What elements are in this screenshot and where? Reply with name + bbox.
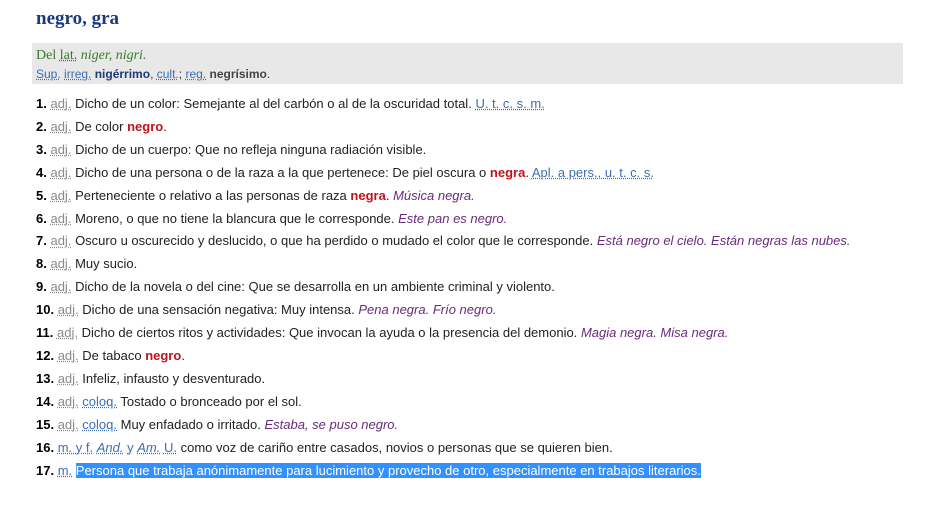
abbr-sup[interactable]: Sup. [36, 67, 61, 81]
definition-item: 2. adj. De color negro. [36, 118, 167, 134]
etymology-line [36, 47, 899, 66]
abbr-adj[interactable]: adj. [50, 233, 72, 249]
definition-item: 5. adj. Perteneciente o relativo a las personas de raza negra. Música negra. [36, 187, 475, 203]
definition-text: Dicho de una sensación negativa: Muy intensa. [82, 302, 355, 318]
abbr-coloq[interactable]: coloq. [82, 416, 117, 432]
abbr-adj[interactable]: adj. [57, 302, 79, 318]
abbr-irreg[interactable]: irreg. [64, 67, 92, 81]
etymology-latin: niger, nigri. [80, 48, 147, 63]
definition-text: De tabaco [82, 347, 142, 363]
definition-number: 4. [36, 164, 47, 180]
definition-example: Estaba, se puso negro. [264, 416, 399, 432]
definition-number: 15. [36, 416, 55, 432]
abbr-m[interactable]: m. [57, 462, 73, 478]
definition-item [36, 230, 896, 253]
etymology-del: Del [36, 48, 57, 63]
definition-text: Perteneciente o relativo a las personas de raza [75, 187, 347, 203]
definition-text: Dicho de un color: Semejante al del carbón o al de la oscuridad total. [75, 96, 472, 111]
definition-text: Dicho de un cuerpo: Que no refleja ninguna radiación visible. [75, 141, 427, 157]
abbr-m-y-f[interactable]: m. y f. [57, 439, 94, 455]
definition-number: 10. [36, 302, 55, 318]
abbr-adj[interactable]: adj. [50, 210, 72, 226]
definition-number: 5. [36, 187, 47, 203]
headword-mention: negra [489, 164, 526, 180]
definition-item [36, 139, 896, 162]
definition-text: Muy enfadado o irritado. [120, 416, 261, 432]
definition-text: Infeliz, infausto y desventurado. [82, 370, 266, 386]
headword-mention: negro [145, 347, 182, 363]
abbr-adj[interactable]: adj. [50, 96, 72, 111]
definition-item [36, 253, 896, 276]
definition-number: 11. [36, 325, 54, 341]
definition-item [36, 208, 896, 231]
usage-note[interactable]: Apl. a pers., u. t. c. s. [531, 164, 654, 180]
definition-item [36, 460, 896, 483]
definition-number: 6. [36, 210, 47, 226]
abbr-coloq[interactable]: coloq. [82, 393, 117, 409]
definition-example: Pena negra. Frío negro. [358, 302, 497, 318]
abbr-adj[interactable]: adj. [50, 256, 72, 272]
abbr-adj[interactable]: adj. [56, 325, 78, 341]
abbr-lat[interactable]: lat. [59, 48, 78, 63]
definition-number: 3. [36, 141, 47, 157]
abbr-adj[interactable]: adj. [50, 164, 72, 180]
definition-text: Oscuro u oscurecido y deslucido, o que ha perdido o mudado el color que le corresponde. [75, 233, 594, 249]
definition-number: 7. [36, 233, 47, 249]
definition-number: 12. [36, 347, 55, 363]
superlative-irregular: nigérrimo [94, 67, 151, 81]
definition-item [36, 299, 896, 322]
abbr-cult[interactable]: cult. [156, 67, 179, 81]
abbr-reg[interactable]: reg. [185, 67, 207, 81]
definition-item [36, 391, 896, 414]
definition-item [36, 437, 896, 460]
definition-example: Este pan es negro. [398, 210, 508, 226]
abbr-adj[interactable]: adj. [57, 370, 79, 386]
definition-item [36, 322, 896, 345]
abbr-and[interactable]: And. [96, 439, 124, 455]
etymology-box [32, 43, 903, 84]
definition-number: 16. [36, 439, 55, 455]
abbr-u[interactable]: U. [163, 439, 177, 455]
usage-note[interactable]: U. t. c. s. m. [475, 96, 545, 111]
selected-definition-text[interactable]: Persona que trabaja anónimamente para lucimiento y provecho de otro, especialmente en trabajos literarios. [75, 462, 701, 478]
definition-text: Dicho de ciertos ritos y actividades: Que invocan la ayuda o la presencia del demonio. [81, 325, 578, 341]
definition-item: 12. adj. De tabaco negro. [36, 347, 185, 363]
definitions-list [36, 93, 896, 482]
superlatives-line: Sup. irreg. nigérrimo, cult.; reg. negrísimo. [36, 67, 271, 81]
definition-text: Muy sucio. [75, 256, 138, 272]
definition-example: Magia negra. Misa negra. [580, 325, 729, 341]
abbr-adj[interactable]: adj. [50, 279, 72, 295]
definition-number: 17. [36, 462, 55, 478]
definition-number: 13. [36, 370, 55, 386]
definition-item [36, 93, 896, 116]
abbr-adj[interactable]: adj. [57, 416, 79, 432]
headword-mention: negro [127, 118, 164, 134]
abbr-adj[interactable]: adj. [50, 118, 72, 134]
definition-text: Moreno, o que no tiene la blancura que le corresponde. [75, 210, 395, 226]
definition-number: 9. [36, 279, 47, 295]
definition-example: Está negro el cielo. Están negras las nubes. [596, 233, 851, 249]
definition-item [36, 276, 896, 299]
abbr-adj[interactable]: adj. [57, 393, 79, 409]
definition-text: como voz de cariño entre casados, novios o personas que se quieren bien. [180, 439, 613, 455]
definition-example: Música negra. [393, 187, 475, 203]
definition-text: Tostado o bronceado por el sol. [120, 393, 302, 409]
definition-text: Dicho de una persona o de la raza a la que pertenece: De piel oscura o [75, 164, 487, 180]
definition-number: 14. [36, 393, 55, 409]
definition-number: 8. [36, 256, 47, 272]
headword-mention: negra [350, 187, 386, 203]
superlative-regular: negrísimo [209, 67, 267, 81]
abbr-adj[interactable]: adj. [50, 187, 72, 203]
definition-text: Dicho de la novela o del cine: Que se desarrolla en un ambiente criminal y violento. [75, 279, 555, 295]
abbr-adj[interactable]: adj. [50, 141, 72, 157]
abbr-y: y [127, 439, 134, 455]
definition-item [36, 368, 896, 391]
definition-item [36, 414, 896, 437]
abbr-adj[interactable]: adj. [57, 347, 79, 363]
definition-number: 1. [36, 96, 47, 111]
definition-text: De color [75, 118, 124, 134]
abbr-am[interactable]: Am. [137, 439, 161, 455]
definition-item: 4. adj. Dicho de una persona o de la raza a la que pertenece: De piel oscura o negra. Apl. a pers., u. t. c. s. [36, 164, 654, 180]
entry-headword: negro, gra [36, 8, 120, 29]
definition-number: 2. [36, 118, 47, 134]
